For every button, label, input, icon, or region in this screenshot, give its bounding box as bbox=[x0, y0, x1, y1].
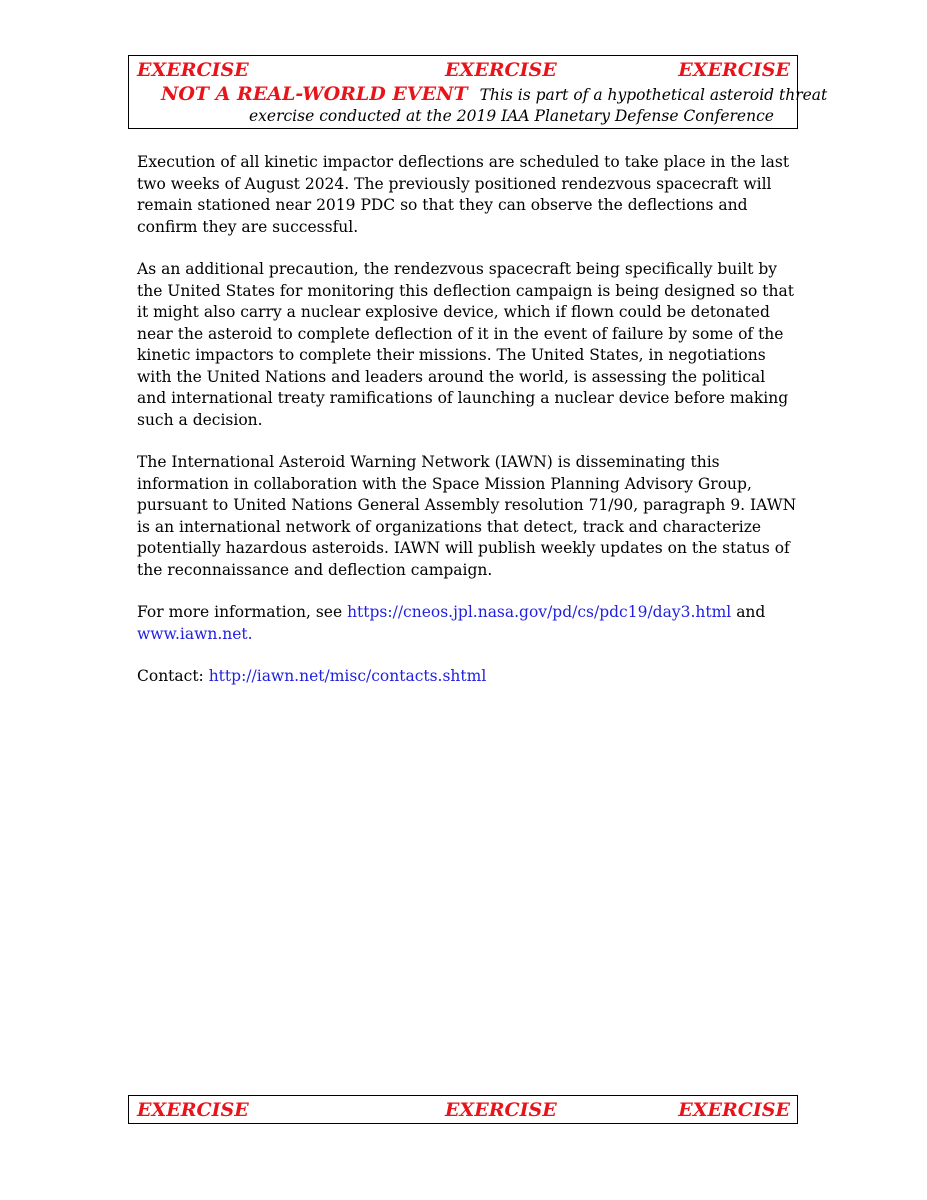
more-info-and: and bbox=[731, 603, 766, 621]
more-info-prefix: For more information, see bbox=[137, 603, 348, 621]
paragraph-nuclear-precaution: As an additional precaution, the rendezvous spacecraft being specifically built by the United States for monitoring this deflection campaign is being designed so that it might also carry a nuclear explosive device, which if flown could be detonated near the asteroid to complete deflection of it in the event of failure by some of the kinetic impactors to complete their missions. The United States, in negotiations with the United Nations and leaders around the world, is assessing the political and international treaty ramifications of launching a nuclear device before making such a decision. bbox=[137, 260, 794, 429]
iawn-link-period: . bbox=[247, 624, 253, 643]
not-real-event-label: NOT A REAL-WORLD EVENT bbox=[161, 83, 468, 105]
notice-text-2: exercise conducted at the 2019 IAA Planetary Defense Conference bbox=[249, 107, 774, 125]
exercise-row bbox=[129, 1096, 797, 1122]
iawn-link-text: www.iawn.net bbox=[137, 624, 248, 643]
iawn-link[interactable] bbox=[137, 625, 253, 643]
exercise-label-right: EXERCISE bbox=[678, 59, 790, 81]
exercise-label-right: EXERCISE bbox=[678, 1099, 790, 1121]
exercise-label-center: EXERCISE bbox=[445, 59, 557, 81]
paragraph-more-info bbox=[137, 602, 797, 645]
notice-text-1: This is part of a hypothetical asteroid threat bbox=[479, 86, 828, 104]
exercise-banner-bottom bbox=[128, 1095, 798, 1124]
exercise-banner-top bbox=[128, 55, 828, 129]
exercise-label-center: EXERCISE bbox=[445, 1099, 557, 1121]
exercise-row bbox=[129, 56, 797, 82]
contact-link[interactable]: http://iawn.net/misc/contacts.shtml bbox=[208, 667, 487, 685]
exercise-label-left: EXERCISE bbox=[137, 59, 249, 81]
contact-prefix: Contact: bbox=[137, 667, 209, 685]
notice-line bbox=[161, 83, 827, 106]
paragraph-deflection-schedule: Execution of all kinetic impactor deflections are scheduled to take place in the last two weeks of August 2024. The previously positioned rendezvous spacecraft will remain stationed near 2019 PDC so that they can observe the deflections and confirm they are successful. bbox=[137, 153, 790, 236]
document-body bbox=[137, 152, 797, 709]
cneos-link[interactable]: https://cneos.jpl.nasa.gov/pd/cs/pdc19/day3.html bbox=[347, 603, 732, 621]
paragraph-contact bbox=[137, 666, 797, 688]
exercise-label-left: EXERCISE bbox=[137, 1099, 249, 1121]
paragraph-iawn: The International Asteroid Warning Network (IAWN) is disseminating this information in collaboration with the Space Mission Planning Advisory Group, pursuant to United Nations General Assembly resolution 71/90, paragraph 9. IAWN is an international network of organizations that detect, track and characterize potentially hazardous asteroids. IAWN will publish weekly updates on the status of the reconnaissance and deflection campaign. bbox=[137, 453, 797, 579]
